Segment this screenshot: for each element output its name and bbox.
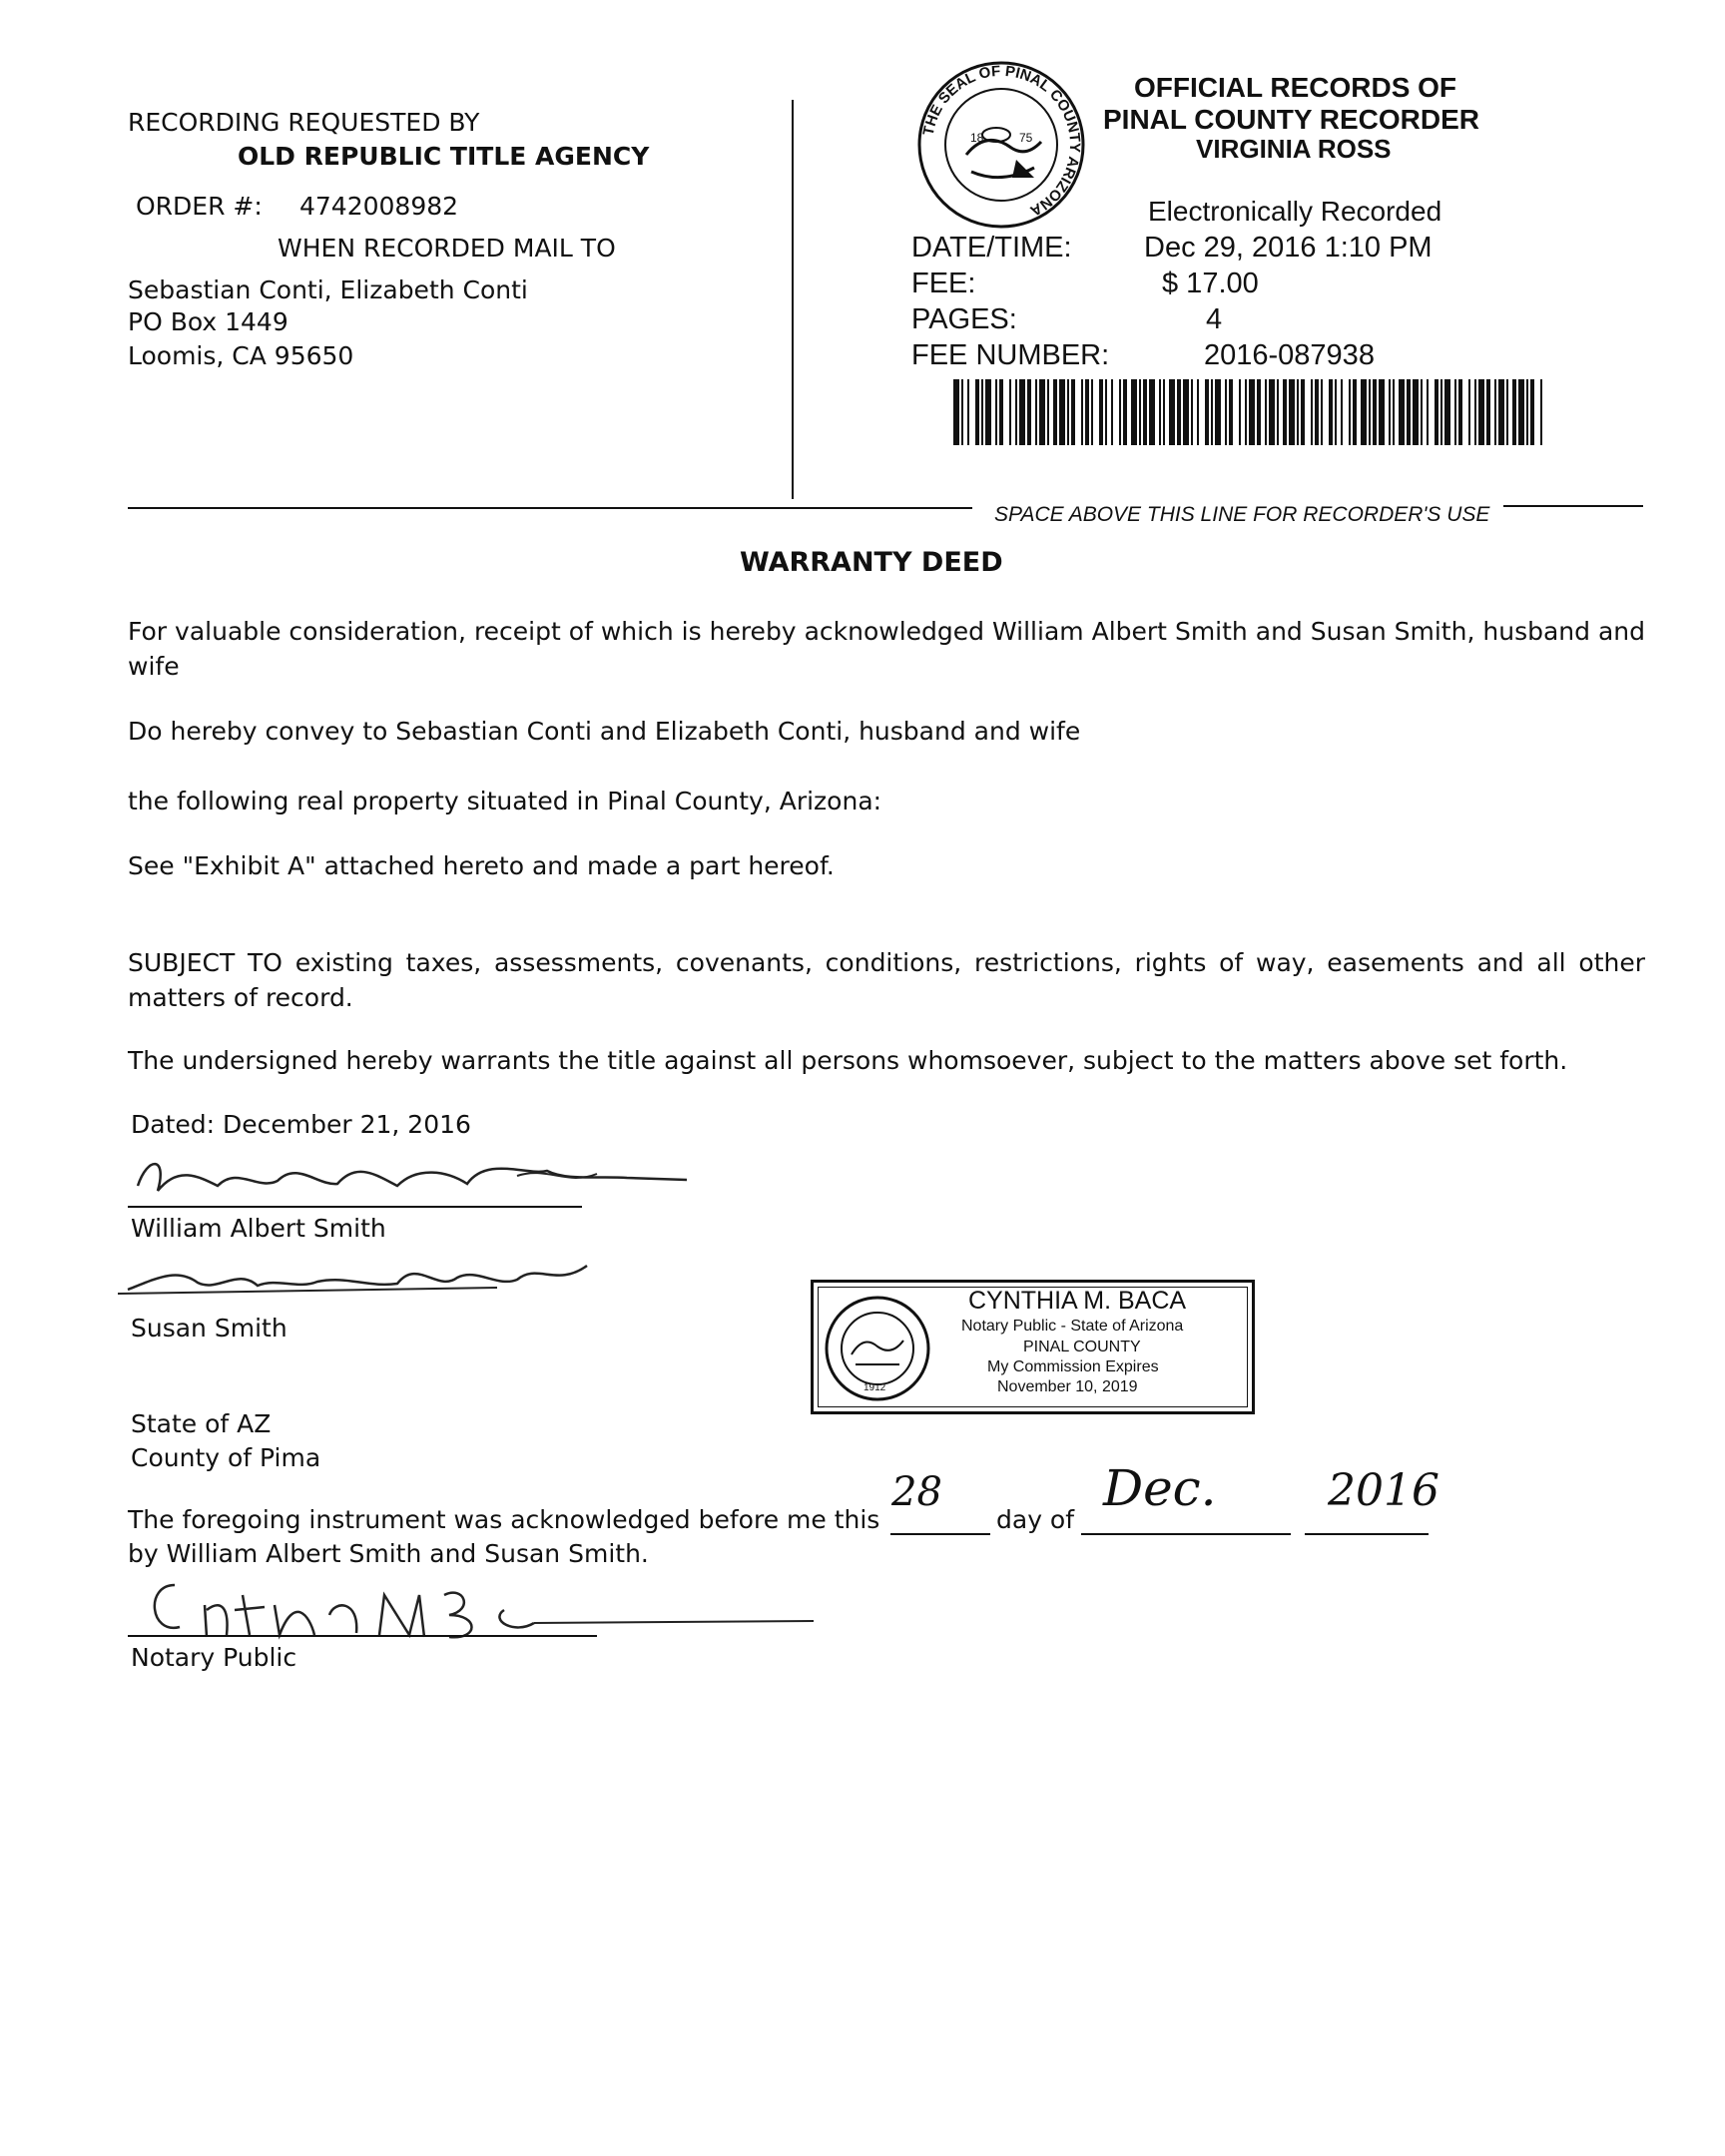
date-value: Dec 29, 2016 1:10 PM (1144, 232, 1433, 264)
pages-label: PAGES: (911, 303, 1017, 335)
deed-convey-paragraph: Do hereby convey to Sebastian Conti and Elizabeth Conti, husband and wife (128, 717, 1081, 746)
fee-number-label: FEE NUMBER: (911, 339, 1110, 371)
ack-month-line (1081, 1533, 1291, 1535)
ack-statement: The foregoing instrument was acknowledged before me this (128, 1505, 880, 1534)
notary-stamp (811, 1280, 1255, 1414)
order-number: 4742008982 (299, 192, 459, 221)
notary-signature-line (128, 1635, 597, 1637)
ack-day-handwritten: 28 (891, 1469, 942, 1515)
deed-property-paragraph: the following real property situated in Pinal County, Arizona: (128, 787, 882, 815)
fee-number-value: 2016-087938 (1204, 339, 1375, 371)
pages-value: 4 (1206, 303, 1223, 335)
deed-subject-to-paragraph: SUBJECT TO existing taxes, assessments, covenants, conditions, restrictions, rights of way, easements and all other matters of record. (128, 948, 1645, 1012)
fee-barcode (953, 379, 1542, 445)
mail-city: Loomis, CA 95650 (128, 341, 354, 370)
mail-to-label: WHEN RECORDED MAIL TO (278, 234, 616, 263)
seal-year-left: 18 (970, 131, 984, 145)
title-agency: OLD REPUBLIC TITLE AGENCY (238, 142, 650, 171)
arizona-state-seal (824, 1295, 931, 1402)
notary-stamp-county: PINAL COUNTY (1023, 1339, 1141, 1355)
signature-susan (118, 1248, 627, 1306)
signature-william (128, 1146, 697, 1212)
deed-consideration-paragraph: For valuable consideration, receipt of which is hereby acknowledged William Albert Smith and Susan Smith, husband and wife (128, 617, 1645, 681)
notary-signature (135, 1565, 814, 1645)
ack-state: State of AZ (131, 1409, 272, 1438)
notary-stamp-name: CYNTHIA M. BACA (968, 1287, 1187, 1315)
notary-stamp-commission: My Commission Expires (987, 1358, 1159, 1375)
recorder-line3: VIRGINIA ROSS (1196, 134, 1392, 164)
seal-year-right: 75 (1019, 131, 1033, 145)
seal-ring-text: THE SEAL OF PINAL COUNTY ARIZONA (919, 62, 1084, 220)
mail-po-box: PO Box 1449 (128, 307, 288, 336)
header-vertical-divider (792, 100, 794, 499)
deed-title: WARRANTY DEED (740, 547, 1003, 578)
county-seal (916, 60, 1086, 230)
recorder-use-note: SPACE ABOVE THIS LINE FOR RECORDER'S USE (994, 503, 1490, 526)
fee-label: FEE: (911, 268, 976, 299)
date-label: DATE/TIME: (911, 232, 1072, 264)
electronically-recorded: Electronically Recorded (1148, 196, 1442, 227)
state-seal-year: 1912 (863, 1382, 886, 1393)
recorder-line2: PINAL COUNTY RECORDER (1103, 104, 1480, 135)
ack-year-line (1305, 1533, 1429, 1535)
deed-warranty-paragraph: The undersigned hereby warrants the title against all persons whomsoever, subject to the matters above set forth. (128, 1046, 1568, 1075)
fee-value: $ 17.00 (1162, 268, 1259, 299)
ack-county: County of Pima (131, 1443, 321, 1472)
notary-stamp-expiry: November 10, 2019 (997, 1378, 1138, 1395)
signer-susan-name: Susan Smith (131, 1314, 288, 1343)
notary-stamp-state: Notary Public - State of Arizona (961, 1318, 1184, 1335)
ack-month-handwritten: Dec. (1103, 1459, 1217, 1517)
deed-dated: Dated: December 21, 2016 (131, 1110, 471, 1139)
order-label: ORDER #: (136, 192, 263, 221)
mail-name: Sebastian Conti, Elizabeth Conti (128, 275, 528, 304)
signature-line-william (128, 1206, 582, 1208)
ack-day-of: day of (996, 1505, 1075, 1534)
ack-day-line (890, 1533, 990, 1535)
recorder-separator-right (1503, 505, 1643, 507)
recorder-separator-left (128, 507, 972, 509)
signer-william-name: William Albert Smith (131, 1214, 386, 1243)
recorder-line1: OFFICIAL RECORDS OF (1134, 72, 1457, 103)
ack-year-handwritten: 2016 (1328, 1465, 1439, 1516)
recording-requested-label: RECORDING REQUESTED BY (128, 108, 480, 137)
ack-signers: by William Albert Smith and Susan Smith. (128, 1539, 649, 1568)
deed-exhibit-paragraph: See "Exhibit A" attached hereto and made a part hereof. (128, 851, 835, 880)
notary-public-label: Notary Public (131, 1643, 297, 1672)
